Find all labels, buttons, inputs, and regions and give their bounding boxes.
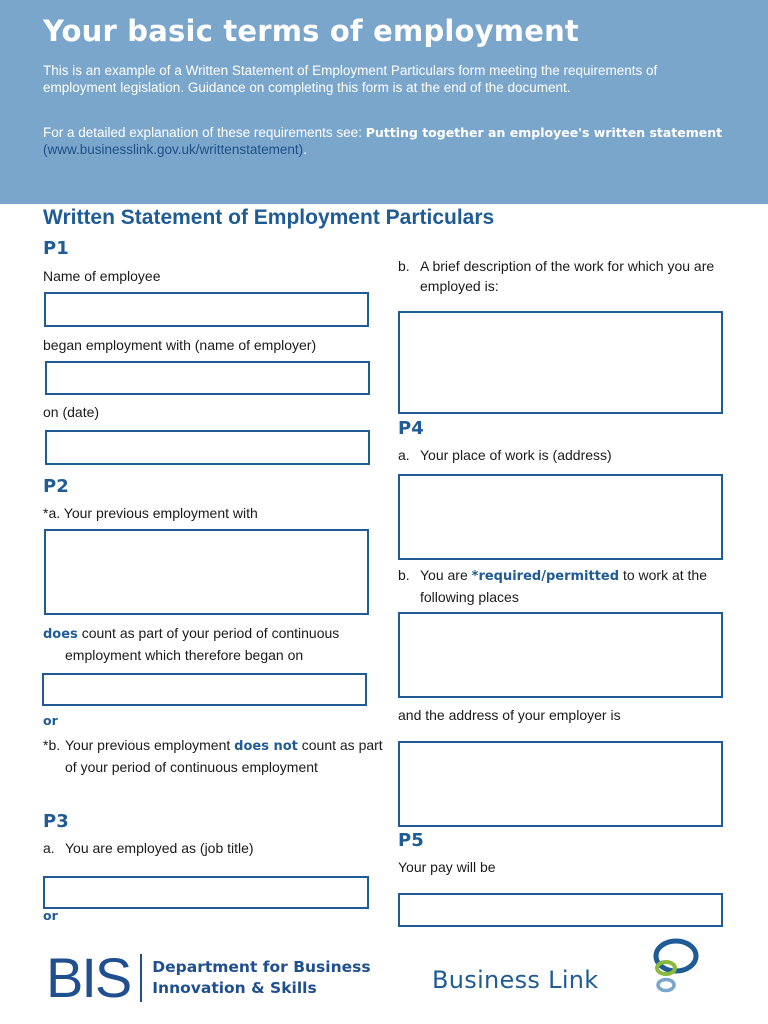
job-title-input[interactable] [43, 876, 369, 909]
employee-name-input[interactable] [44, 292, 369, 327]
section-p5-heading: P5 [398, 830, 424, 851]
or-divider: or [43, 713, 58, 728]
intro-text: This is an example of a Written Statement of Employment Particulars form meeting the requirements of employment legislation. Guidance on completing this form is at the end of the document. [43, 63, 658, 95]
other-places-label: b. You are *required/permitted to work at the following places [398, 567, 707, 605]
pay-label: Your pay will be [398, 859, 496, 875]
bis-logo-mark: BIS [46, 946, 131, 1009]
section-p1-heading: P1 [43, 238, 69, 259]
form-title: Written Statement of Employment Particulars [43, 206, 495, 229]
other-places-textarea[interactable] [398, 612, 723, 698]
detail-text [43, 124, 733, 158]
place-of-work-label: a. Your place of work is (address) [398, 447, 612, 463]
employer-address-label: and the address of your employer is [398, 707, 621, 723]
employer-name-label: began employment with (name of employer) [43, 337, 317, 353]
section-p2-heading: P2 [43, 476, 69, 497]
page-title: Your basic terms of employment [43, 14, 579, 48]
employee-name-label: Name of employee [43, 268, 161, 284]
detail-link-title: Putting together an employee's written statement [365, 125, 723, 140]
place-of-work-textarea[interactable] [398, 474, 723, 560]
detail-prefix: For a detailed explanation of these requirements see: [43, 125, 366, 140]
job-title-label: a. You are employed as (job title) [43, 840, 254, 856]
start-date-label: on (date) [43, 404, 100, 420]
business-link-rings-icon [638, 936, 704, 996]
employer-name-input[interactable] [45, 361, 370, 395]
does-count-text: does count as part of your period of continuous employment which therefore began on [43, 625, 340, 663]
section-p3-heading: P3 [43, 811, 69, 832]
previous-employer-textarea[interactable] [44, 529, 369, 615]
bis-logo-text: Department for Business Innovation & Skills [152, 958, 371, 997]
start-date-input[interactable] [45, 430, 370, 465]
bis-logo [46, 946, 371, 1009]
detail-suffix: . [303, 142, 307, 157]
business-link-wordmark: Business Link [432, 966, 599, 994]
header-banner [0, 0, 768, 204]
item-prefix: *a. [43, 505, 61, 521]
bis-logo-divider [140, 954, 142, 1002]
or-divider: or [43, 908, 58, 923]
detail-url-link[interactable]: (www.businesslink.gov.uk/writtenstatement) [43, 142, 304, 157]
work-description-label: b. A brief description of the work for which you are employed is: [398, 258, 715, 294]
does-not-count-text: *b. Your previous employment does not count as part of your period of continuous employment [43, 737, 383, 775]
section-p4-heading: P4 [398, 418, 424, 439]
business-link-logo [432, 936, 704, 1000]
continuous-employment-date-input[interactable] [42, 673, 367, 706]
work-description-textarea[interactable] [398, 311, 723, 414]
previous-employment-label: *a. Your previous employment with [43, 505, 258, 521]
pay-input[interactable] [398, 893, 723, 927]
employer-address-textarea[interactable] [398, 741, 723, 827]
